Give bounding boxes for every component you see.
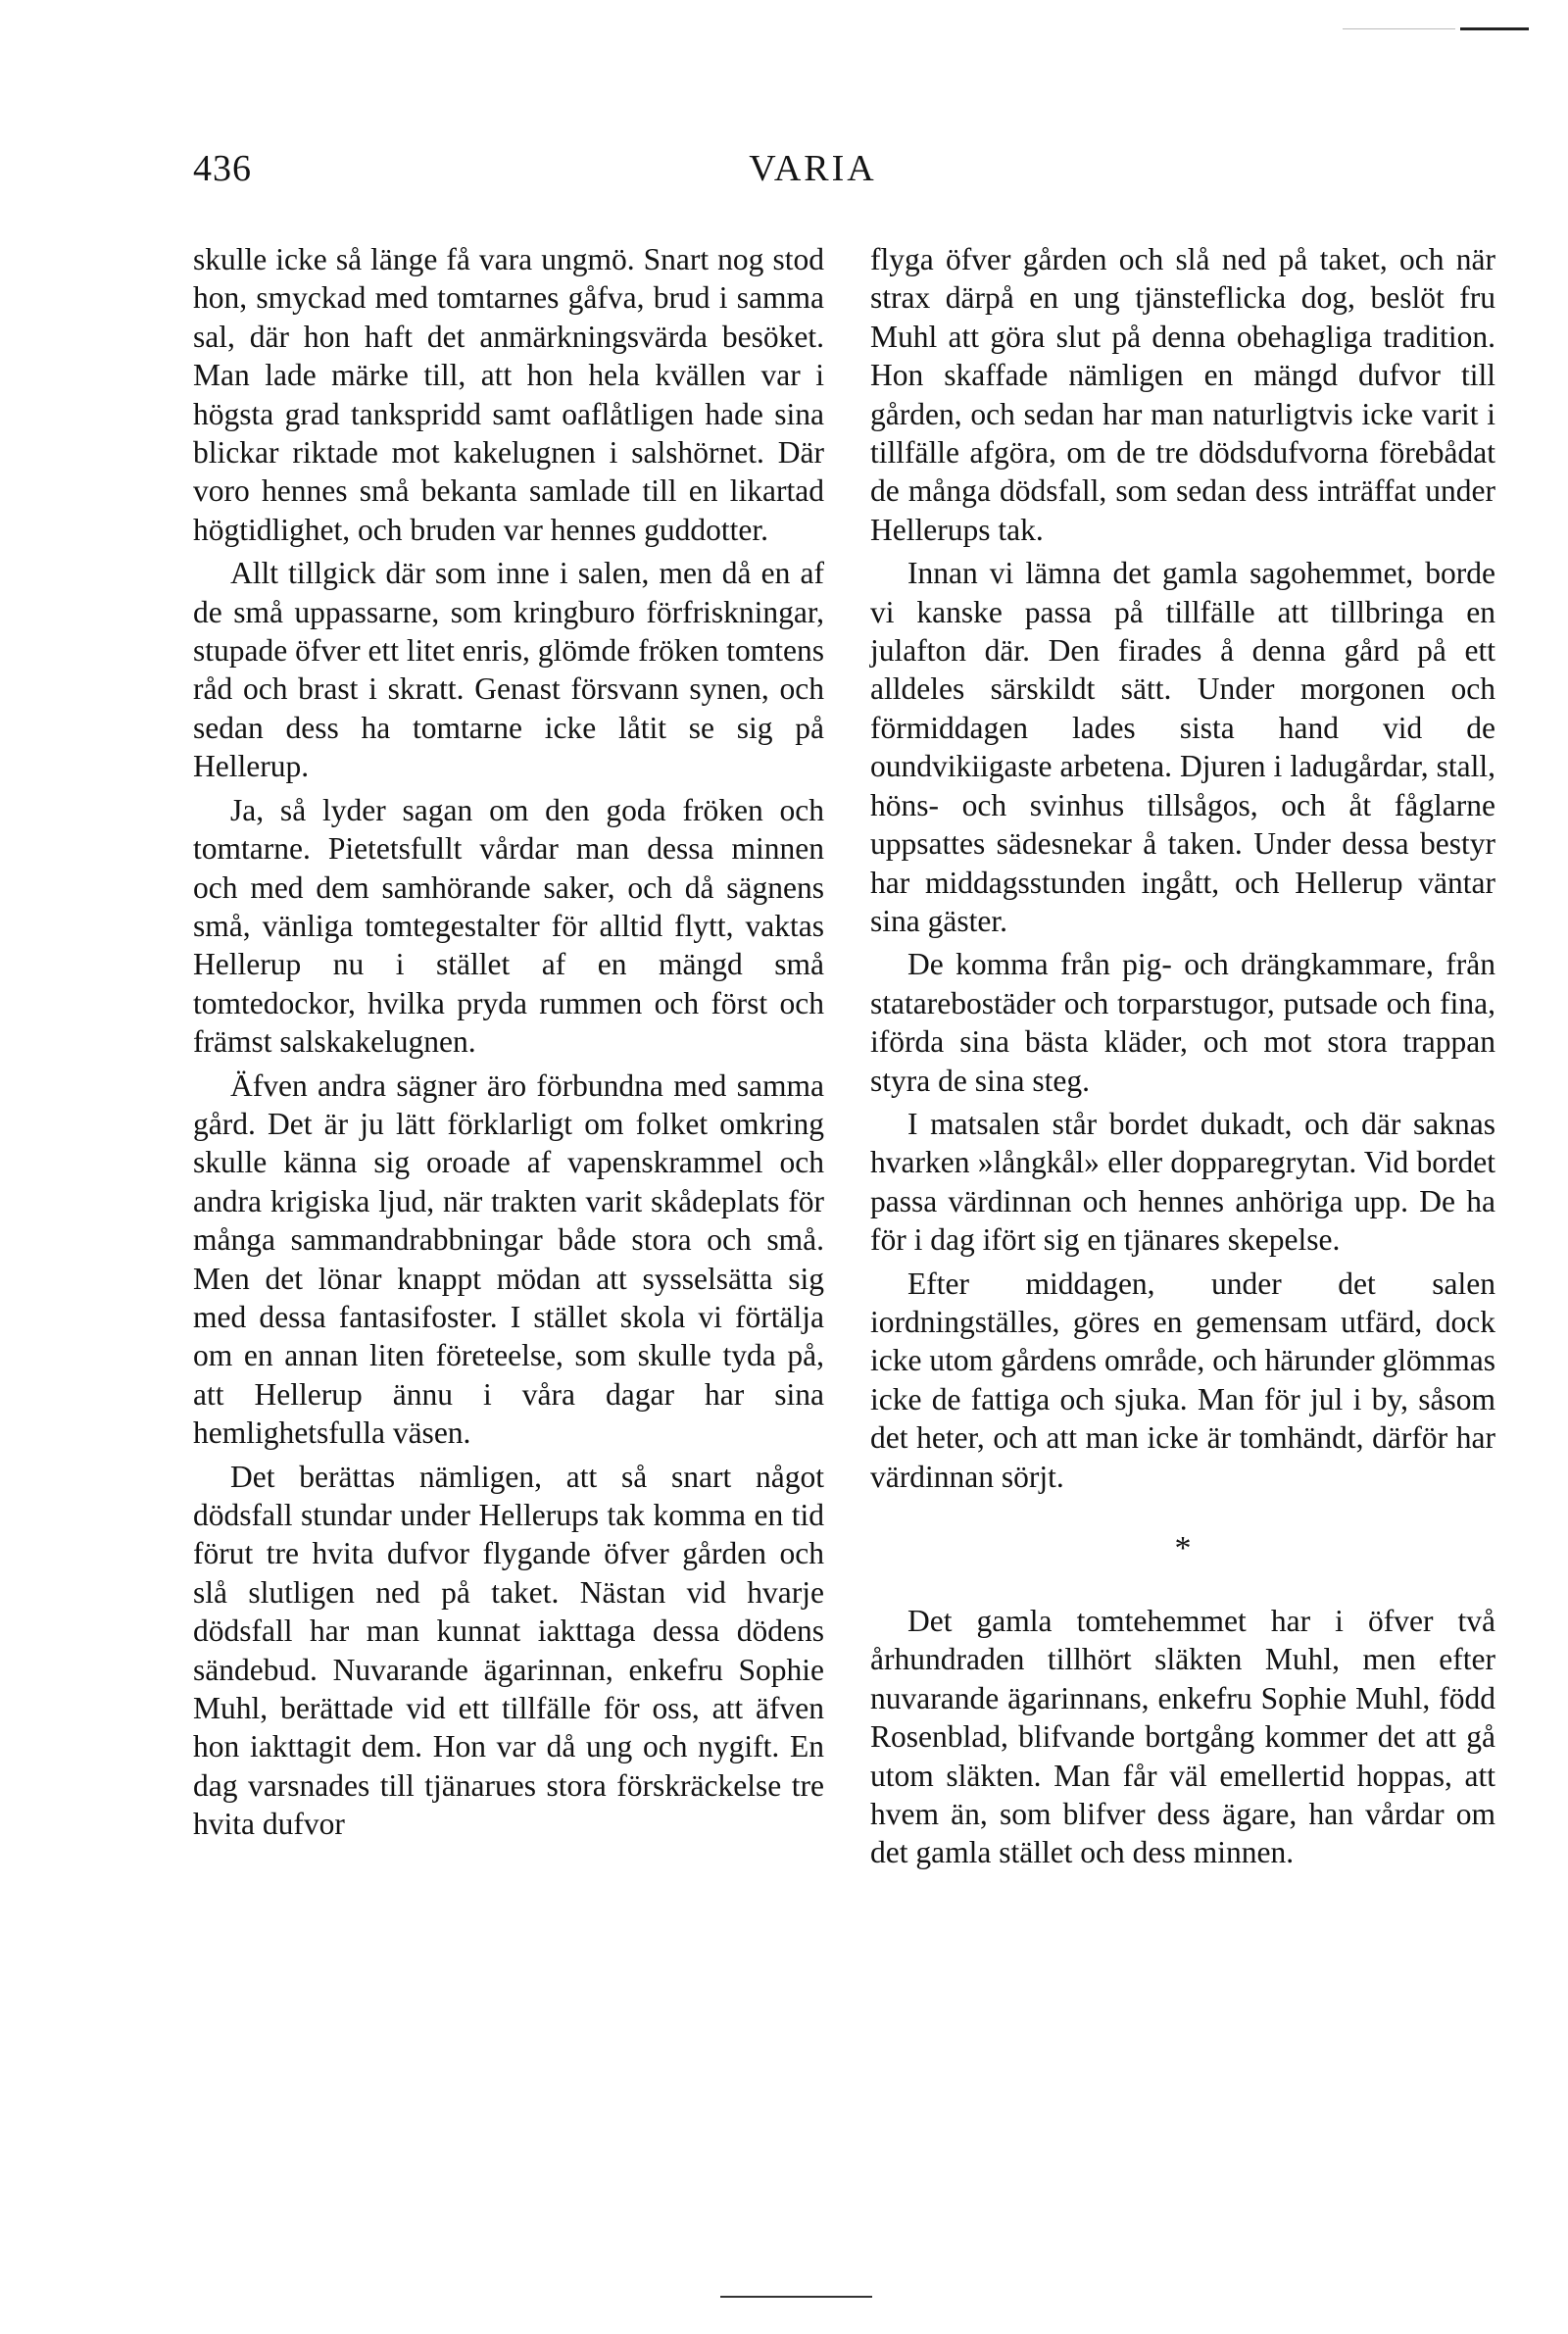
paragraph: Allt tillgick där som inne i salen, men då en af de små uppassarne, som kringburo förfriskningar, stupade öfver ett litet enris, glömde fröken tomtens råd och brast i skratt. Genast försvann synen, och sedan dess ha tomtarne icke låtit se sig på Hellerup. <box>193 556 824 784</box>
paragraph: skulle icke så länge få vara ungmö. Snart nog stod hon, smyckad med tomtarnes gåfva, brud i samma sal, där hon haft det anmärkningsvärda besöket. Man lade märke till, att hon hela kvällen var i högsta grad tankspridd samt oaflåtligen hade sina blickar riktade mot kakelugnen i salshörnet. Där voro hennes små bekanta samlade till en likartad högtidlighet, och bruden var hennes guddotter. <box>193 242 824 547</box>
paragraph: Ja, så lyder sagan om den goda fröken och tomtarne. Pietetsfullt vårdar man dessa minnen och med dem samhörande saker, och då sägnens små, vänliga tomtegestalter för alltid flytt, vaktas Hellerup nu i stället af en mängd små tomtedockor, hvilka pryda rummen och först och främst salskakelugnen. <box>193 792 824 1060</box>
paragraph: Äfven andra sägner äro förbundna med samma gård. Det är ju lätt förklarligt om folket omkring skulle känna sig oroade af vapenskrammel och andra krigiska ljud, när trakten varit skådeplats för många sammandrabbningar både stora och små. Men det lönar knappt mödan att sysselsätta sig med dessa fantasifoster. I stället skola vi förtälja om en annan liten företeelse, som skulle tyda på, att Hellerup ännu i våra dagar har sina hemlighetsfulla väsen. <box>193 1068 824 1451</box>
section-separator: * <box>1174 1530 1192 1566</box>
page-number: 436 <box>193 148 252 189</box>
right-column <box>870 240 1495 1877</box>
closing-paragraph: Det gamla tomtehemmet har i öfver två århundraden tillhört släkten Muhl, men efter nuvarande ägarinnans, enkefru Sophie Muhl, född Rosenblad, blifvande bortgång kommer det att gå utom släkten. Man får väl emellertid hoppas, att hvem än, som blifver dess ägare, han vårdar om det gamla stället och dess minnen. <box>870 1604 1495 1870</box>
paragraph: Efter middagen, under det salen iordningställes, göres en gemensam utfärd, dock icke utom gårdens område, och härunder glömmas icke de fattiga och sjuka. Man för jul i by, såsom det heter, och att man icke är tomhändt, därför har värdinnan sörjt. <box>870 1266 1495 1494</box>
footer-rule <box>720 2296 872 2298</box>
running-head <box>193 147 1433 196</box>
top-edge-mark-thin <box>1343 28 1455 29</box>
top-edge-mark <box>1460 27 1529 30</box>
paragraph: I matsalen står bordet dukadt, och där saknas hvarken »långkål» eller dopparegrytan. Vid bordet passa värdinnan och hennes anhöriga upp. De ha för i dag ifört sig en tjänares skepelse. <box>870 1106 1495 1258</box>
left-column <box>193 240 824 1849</box>
paragraph: flyga öfver gården och slå ned på taket, och när strax därpå en ung tjänsteflicka dog, beslöt fru Muhl att göra slut på denna obehagliga tradition. Hon skaffade nämligen en mängd dufvor till gården, och sedan har man naturligtvis icke varit i tillfälle afgöra, om de tre dödsdufvorna förebådat de många dödsfall, som sedan dess inträffat under Hellerups tak. <box>870 242 1495 547</box>
paragraph: De komma från pig- och drängkammare, från statarebostäder och torparstugor, putsade och fina, iförda sina bästa kläder, och mot stora trappan styra de sina steg. <box>870 947 1495 1098</box>
paragraph: Innan vi lämna det gamla sagohemmet, borde vi kanske passa på tillfälle att tillbringa en julafton där. Den firades å denna gård på ett alldeles särskildt sätt. Under morgonen och förmiddagen lades sista hand vid de oundvikiigaste arbetena. Djuren i ladugårdar, stall, höns- och svinhus tillsågos, och åt fåglarne uppsattes sädesnekar å taken. Under dessa bestyr har middagsstunden ingått, och Hellerup väntar sina gäster. <box>870 556 1495 938</box>
running-title: VARIA <box>749 148 877 189</box>
paragraph: Det berättas nämligen, att så snart något dödsfall stundar under Hellerups tak komma en tid förut tre hvita dufvor flygande öfver gården och slå slutligen ned på taket. Nästan vid hvarje dödsfall har man kunnat iakttaga dessa dödens sändebud. Nuvarande ägarinnan, enkefru Sophie Muhl, berättade vid ett tillfälle för oss, att äfven hon iakttagit dem. Hon var då ung och nygift. En dag varsnades till tjänarues stora förskräckelse tre hvita dufvor <box>193 1459 824 1842</box>
